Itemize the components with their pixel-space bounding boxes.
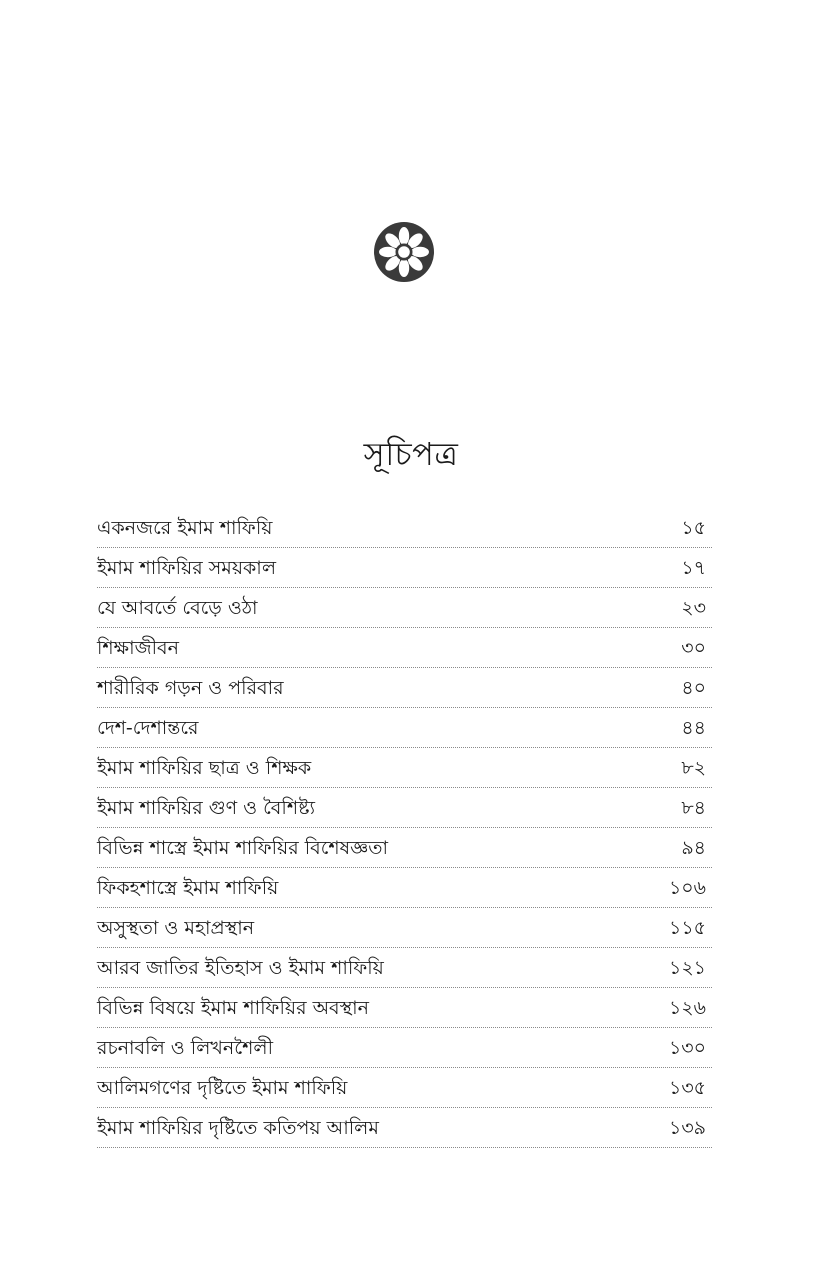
toc-entry-page-number: ৪০ [681,677,706,699]
toc-entry-title: ইমাম শাফিয়ির সময়কাল [97,557,276,579]
toc-entry[interactable] [97,708,712,748]
toc-entry-page-number: ৮৪ [681,797,706,819]
toc-entry[interactable] [97,908,712,948]
toc-entry[interactable] [97,948,712,988]
toc-entry[interactable] [97,1108,712,1148]
toc-entry-title: আরব জাতির ইতিহাস ও ইমাম শাফিয়ি [97,957,384,979]
toc-entry-page-number: ৪৪ [681,717,706,739]
page-title: সূচিপত্র [363,435,459,473]
toc-entry-title: ইমাম শাফিয়ির ছাত্র ও শিক্ষক [97,757,312,779]
toc-entry[interactable] [97,988,712,1028]
toc-entry-title: ফিকহশাস্ত্রে ইমাম শাফিয়ি [97,877,279,899]
toc-entry-title: ইমাম শাফিয়ির গুণ ও বৈশিষ্ট্য [97,797,315,819]
toc-entry[interactable] [97,548,712,588]
toc-entry[interactable] [97,1068,712,1108]
toc-entry-page-number: ১৩০ [668,1037,706,1059]
toc-entry[interactable] [97,508,712,548]
toc-entry-page-number: ৩০ [681,637,706,659]
toc-entry-title: দেশ-দেশান্তরে [97,717,199,739]
flower-wheel-icon [373,221,435,283]
toc-entry-title: আলিমগণের দৃষ্টিতে ইমাম শাফিয়ি [97,1077,348,1099]
toc-entry-title: যে আবর্তে বেড়ে ওঠা [97,597,258,619]
toc-entry-page-number: ১০৬ [668,877,706,899]
toc-entry[interactable] [97,628,712,668]
toc-entry[interactable] [97,588,712,628]
toc-entry-page-number: ১২১ [668,957,706,979]
toc-entry-title: শিক্ষাজীবন [97,637,179,659]
toc-entry-title: একনজরে ইমাম শাফিয়ি [97,517,273,539]
toc-entry[interactable] [97,868,712,908]
toc-entry-page-number: ১৩৫ [668,1077,706,1099]
toc-entry-title: শারীরিক গড়ন ও পরিবার [97,677,284,699]
toc-entry[interactable] [97,788,712,828]
toc-entry-title: ইমাম শাফিয়ির দৃষ্টিতে কতিপয় আলিম [97,1117,379,1139]
toc-entry[interactable] [97,748,712,788]
toc-entry[interactable] [97,828,712,868]
toc-entry-title: বিভিন্ন শাস্ত্রে ইমাম শাফিয়ির বিশেষজ্ঞতা [97,837,389,859]
toc-entry[interactable] [97,668,712,708]
toc-entry-title: অসুস্থতা ও মহাপ্রস্থান [97,917,255,939]
toc-entry-page-number: ১১৫ [669,917,706,939]
toc-entry-page-number: ২৩ [681,597,706,619]
toc-entry-title: রচনাবলি ও লিখনশৈলী [97,1037,274,1059]
toc-entry-page-number: ১৫ [681,517,706,539]
toc-entry-page-number: ১৩৯ [668,1117,706,1139]
toc-entry-page-number: ১৭ [681,557,706,579]
toc-entry-page-number: ৮২ [681,757,706,779]
toc-entry[interactable] [97,1028,712,1068]
table-of-contents [97,508,712,1148]
toc-entry-page-number: ৯৪ [681,837,706,859]
toc-entry-title: বিভিন্ন বিষয়ে ইমাম শাফিয়ির অবস্থান [97,997,370,1019]
toc-entry-page-number: ১২৬ [668,997,706,1019]
